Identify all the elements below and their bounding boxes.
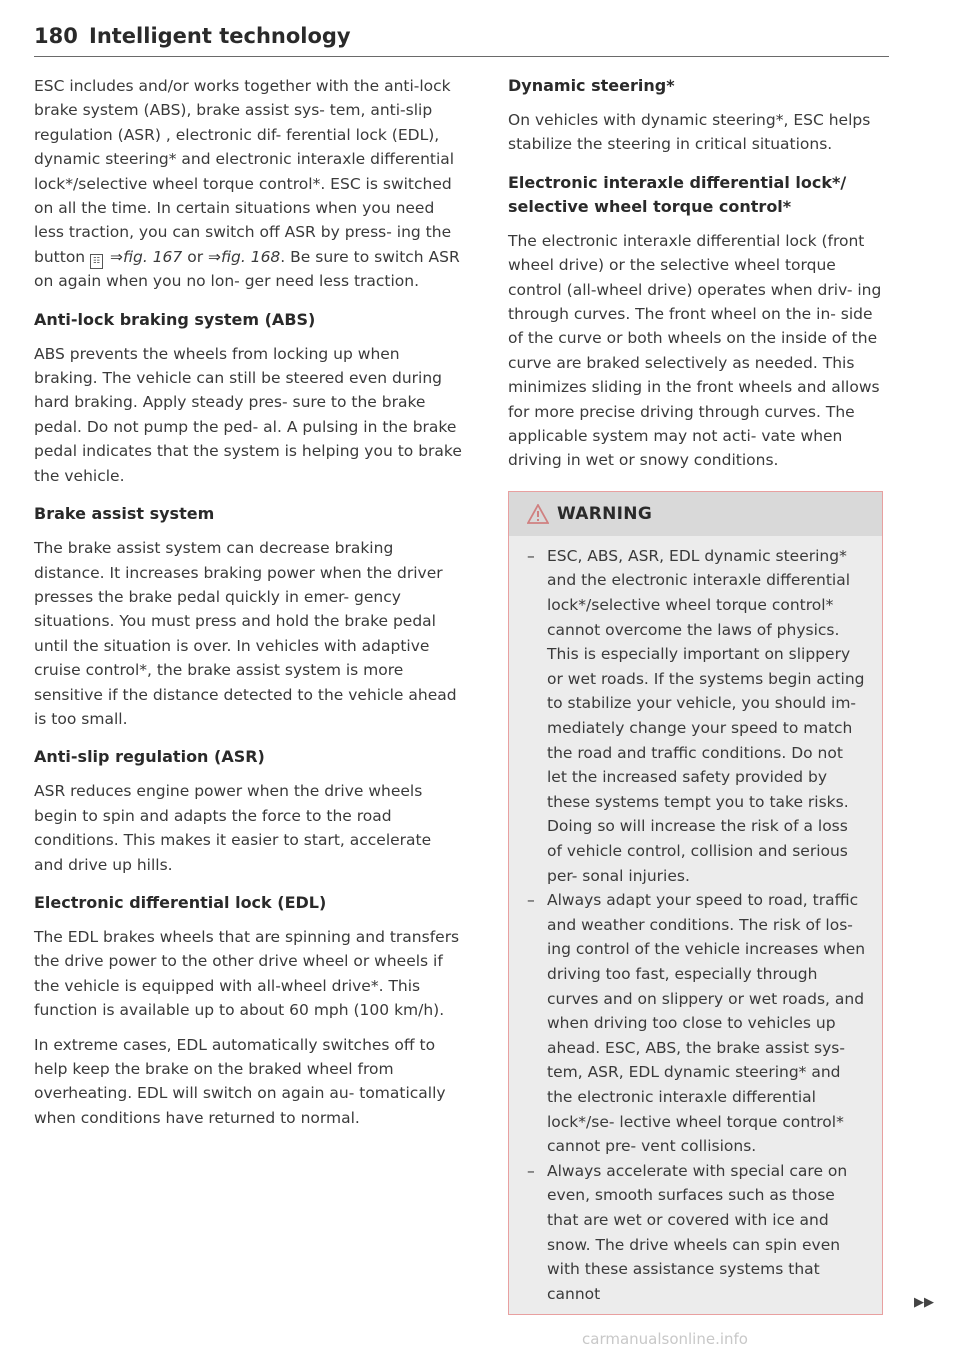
fig-ref-168[interactable]: fig. 168 [221,247,281,266]
warning-item: – Always accelerate with special care on even, smooth surfaces such as those that are wet or covered with ice and snow. The drive wheels can spin even with these assistance systems that cannot [523,1159,866,1307]
arrow-ref-2: ⇒ [208,247,221,266]
page-header [34,18,889,57]
abs-text: ABS prevents the wheels from locking up when braking. The vehicle can still be steered even during hard braking. Apply steady pres- sure to the brake pedal. Do not pump the ped- al. A pulsing in the brake pedal indicates that the system is helping you to brake the vehicle. [34,344,462,485]
dynamic-steering-text: On vehicles with dynamic steering*, ESC helps stabilize the steering in critical situations. [508,111,871,154]
fig-ref-167[interactable]: fig. 167 [122,247,183,266]
edl-text-1: The EDL brakes wheels that are spinning and transfers the drive power to the other drive wheel or wheels if the vehicle is equipped with all-wheel drive*. This function is available up to about 60 mph (100 km/h). [34,927,460,1020]
warning-header [509,492,882,536]
warning-list [523,544,866,1306]
intro-or: or [182,247,208,266]
warning-triangle-icon [527,504,549,524]
right-column [508,74,934,1315]
arrow-ref-1: ⇒ [105,247,123,266]
warning-box [508,491,934,1315]
watermark: carmanualsonline.info [582,1330,748,1348]
left-column [34,74,464,1130]
continue-arrow-icon: ▶▶ [914,1295,934,1311]
interaxle-lock-heading: Electronic interaxle differential lock*/ selective wheel torque control* [508,172,847,216]
edl-heading: Electronic differential lock (EDL) [34,892,327,912]
asr-heading: Anti-slip regulation (ASR) [34,747,265,767]
warning-body [509,536,934,1314]
edl-text-2: In extreme cases, EDL automatically switches off to help keep the brake on the braked wheel from overheating. EDL will switch on again au- tomatically when conditions have returned to normal. [34,1035,446,1127]
warning-title: WARNING [557,503,653,524]
page-number: 180 [34,24,78,48]
abs-heading: Anti-lock braking system (ABS) [34,309,316,329]
intro-text-b: . Be sure to switch ASR on again when you no lon- ger need less traction. [34,247,460,291]
interaxle-lock-text: The electronic interaxle differential lock (front wheel drive) or the selective wheel torque control (all-wheel drive) operates when driv- ing through curves. The front wheel on the in- side of the curve or both wheels on the inside of the curve are braked selectively as needed. This minimizes sliding in the front wheels and allows for more precise driving through curves. The applicable system may not acti- vate when driving in wet or snowy conditions. [508,231,882,470]
intro-text-a: ESC includes and/or works together with the anti-lock brake system (ABS), brake assist sys- tem, anti-slip regulation (ASR) , electronic dif- ferential lock (EDL), dynamic steering* and electronic interaxle differential lock*/selective wheel torque control*. ESC is switched on all the time. In certain situations when you need less traction, you can switch off ASR by press- ing the button [34,77,455,266]
warning-item: – ESC, ABS, ASR, EDL dynamic steering* and the electronic interaxle differential lock*/selective wheel torque control* cannot overcome the laws of physics. This is especially important on slippery or wet roads. If the systems begin acting to stabilize your vehicle, you should im- mediately change your speed to match the road and traffic conditions. Do not let the increased safety provided by these systems tempt you to take risks. Doing so will increase the risk of a loss of vehicle control, collision and serious per- sonal injuries. [523,544,866,888]
bas-heading: Brake assist system [34,504,215,524]
dynamic-steering-heading: Dynamic steering* [508,76,675,95]
warning-item: – Always adapt your speed to road, traffic and weather conditions. The risk of los- ing control of the vehicle increases when driving too fast, especially through curves and on slippery or wet roads, and when driving too close to vehicles up ahead. ESC, ABS, the brake assist sys- tem, ASR, EDL dynamic steering* and the electronic interaxle differential lock*/se- lective wheel torque control* cannot pre- vent collisions. [523,888,866,1159]
intro-paragraph [34,74,464,294]
section-title: Intelligent technology [89,24,351,48]
esc-off-button-icon: ☷ [90,254,103,269]
bas-text: The brake assist system can decrease braking distance. It increases braking power when the driver presses the brake pedal quickly in emer- gency situations. You must press and hold the brake pedal until the situation is over. In vehicles with adaptive cruise control*, the brake assist system is more sensitive if the distance detected to the vehicle ahead is too small. [34,539,457,728]
asr-text: ASR reduces engine power when the drive wheels begin to spin and adapts the force to the road conditions. This makes it easier to start, accelerate and drive up hills. [34,782,432,874]
